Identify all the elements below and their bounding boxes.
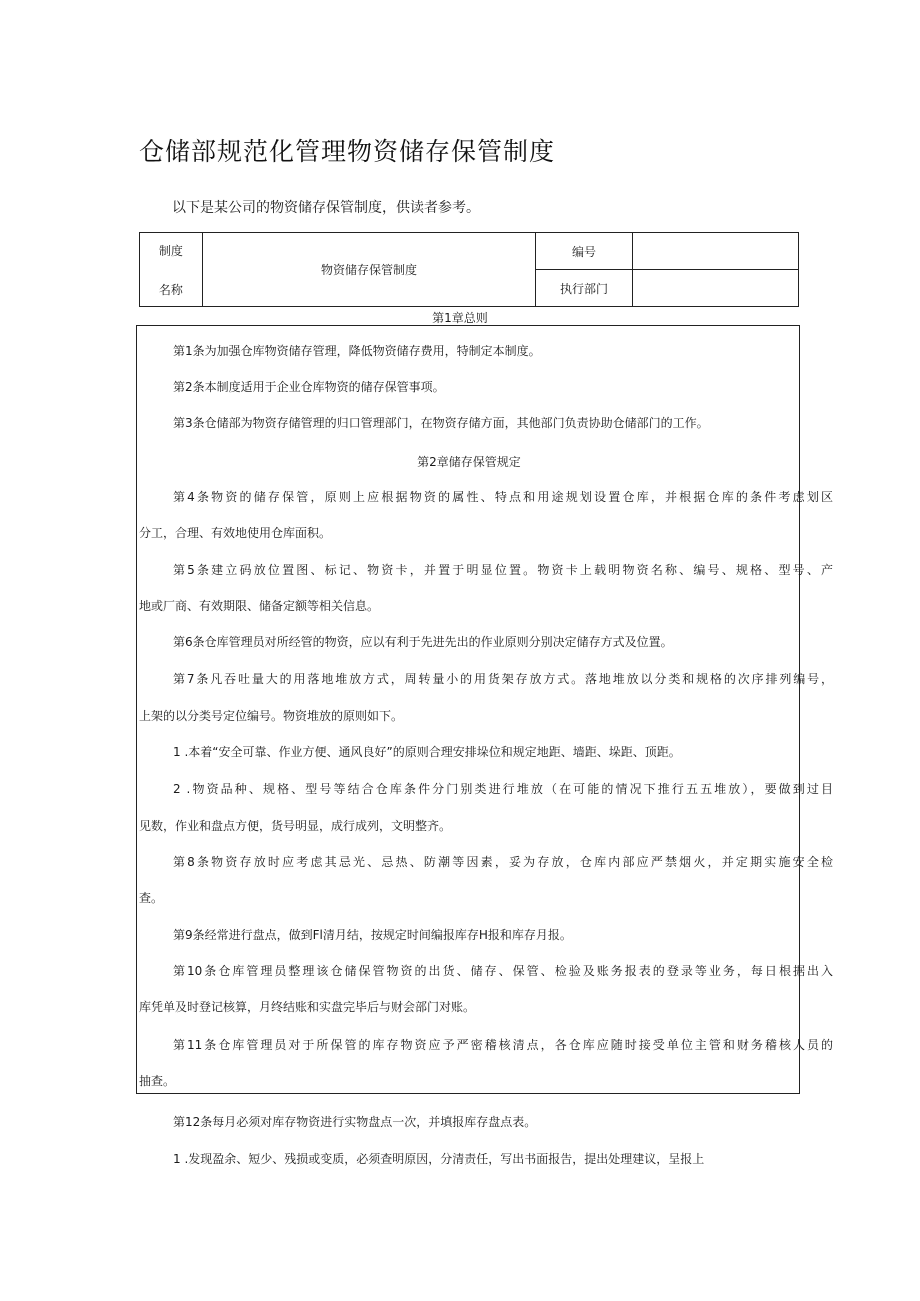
policy-name-label-line2: 名称 (158, 282, 183, 297)
article-5-line2: 地或厂商、有效期限、储备定额等相关信息。 (139, 599, 380, 613)
article-1: 第1条为加强仓库物资储存管理，降低物资储存费用，特制定本制度。 (173, 344, 541, 358)
policy-name-label-line1: 制度 (158, 243, 183, 258)
article-10-line2: 库凭单及时登记核算，月终结账和实盘完毕后与财会部门对账。 (139, 1000, 476, 1014)
code-label: 编号 (536, 233, 633, 270)
article-12-item-1: 1 .发现盈余、短少、残损或变质，必须查明原因，分清责任，写出书面报告，提出处理建议，呈报上 (173, 1152, 705, 1166)
article-4-line1: 第4条物资的储存保管，原则上应根据物资的属性、特点和用途规划设置仓库，并根据仓库的条件考虑划区 (173, 490, 833, 504)
article-12: 第12条每月必须对库存物资进行实物盘点一次，并填报库存盘点表。 (173, 1115, 537, 1129)
article-8-line1: 第8条物资存放时应考虑其忌光、忌热、防潮等因素，妥为存放，仓库内部应严禁烟火，并定期实施安全检 (173, 855, 833, 869)
document-title: 仓储部规范化管理物资储存保管制度 (139, 137, 556, 166)
intro-text: 以下是某公司的物资储存保管制度，供读者参考。 (172, 200, 480, 216)
policy-info-table (139, 232, 799, 307)
code-value (632, 233, 798, 270)
rule-item-2-line2: 见数，作业和盘点方便，货号明显，成行成列，文明整齐。 (139, 819, 452, 833)
article-11-line1: 第11条仓库管理员对于所保管的库存物资应予严密稽核清点，各仓库应随时接受单位主管和财务稽核人员的 (173, 1038, 833, 1052)
article-7-line1: 第7条凡吞吐量大的用落地堆放方式，周转量小的用货架存放方式。落地堆放以分类和规格的次序排列编号， (173, 672, 833, 686)
article-6: 第6条仓库管理员对所经管的物资，应以有利于先进先出的作业原则分别决定储存方式及位置。 (173, 635, 673, 649)
rule-item-1: 1 .本着“安全可靠、作业方便、通风良好”的原则合理安排垛位和规定地距、墙距、垛距、顶距。 (173, 745, 681, 759)
article-10-line1: 第10条仓库管理员整理该仓储保管物资的出货、储存、保管、检验及账务报表的登录等业务，每日根据出入 (173, 964, 833, 978)
department-value (632, 270, 798, 307)
policy-name-value: 物资储存保管制度 (202, 233, 535, 307)
article-5-line1: 第5条建立码放位置图、标记、物资卡，并置于明显位置。物资卡上载明物资名称、编号、规格、型号、产 (173, 563, 833, 577)
article-7-line2: 上架的以分类号定位编号。物资堆放的原则如下。 (139, 709, 404, 723)
department-label: 执行部门 (536, 270, 633, 307)
article-9: 第9条经常进行盘点，做到Fl清月结，按规定时间编报库存H报和库存月报。 (173, 928, 572, 942)
article-3: 第3条仓储部为物资存储管理的归口管理部门，在物资存储方面，其他部门负责协助仓储部门的工作。 (173, 416, 709, 430)
article-2: 第2条本制度适用于企业仓库物资的储存保管事项。 (173, 380, 445, 394)
article-4-line2: 分工，合理、有效地使用仓库面积。 (139, 526, 332, 540)
article-11-line2: 抽查。 (139, 1074, 176, 1088)
chapter-2-heading: 第2章储存保管规定 (417, 455, 521, 469)
chapter-1-heading: 第1章总则 (432, 311, 488, 325)
article-8-line2: 查。 (139, 891, 164, 905)
rule-item-2-line1: 2 .物资品种、规格、型号等结合仓库条件分门别类进行堆放（在可能的情况下推行五五堆放），要做到过目 (173, 782, 833, 796)
policy-name-label (140, 233, 203, 307)
